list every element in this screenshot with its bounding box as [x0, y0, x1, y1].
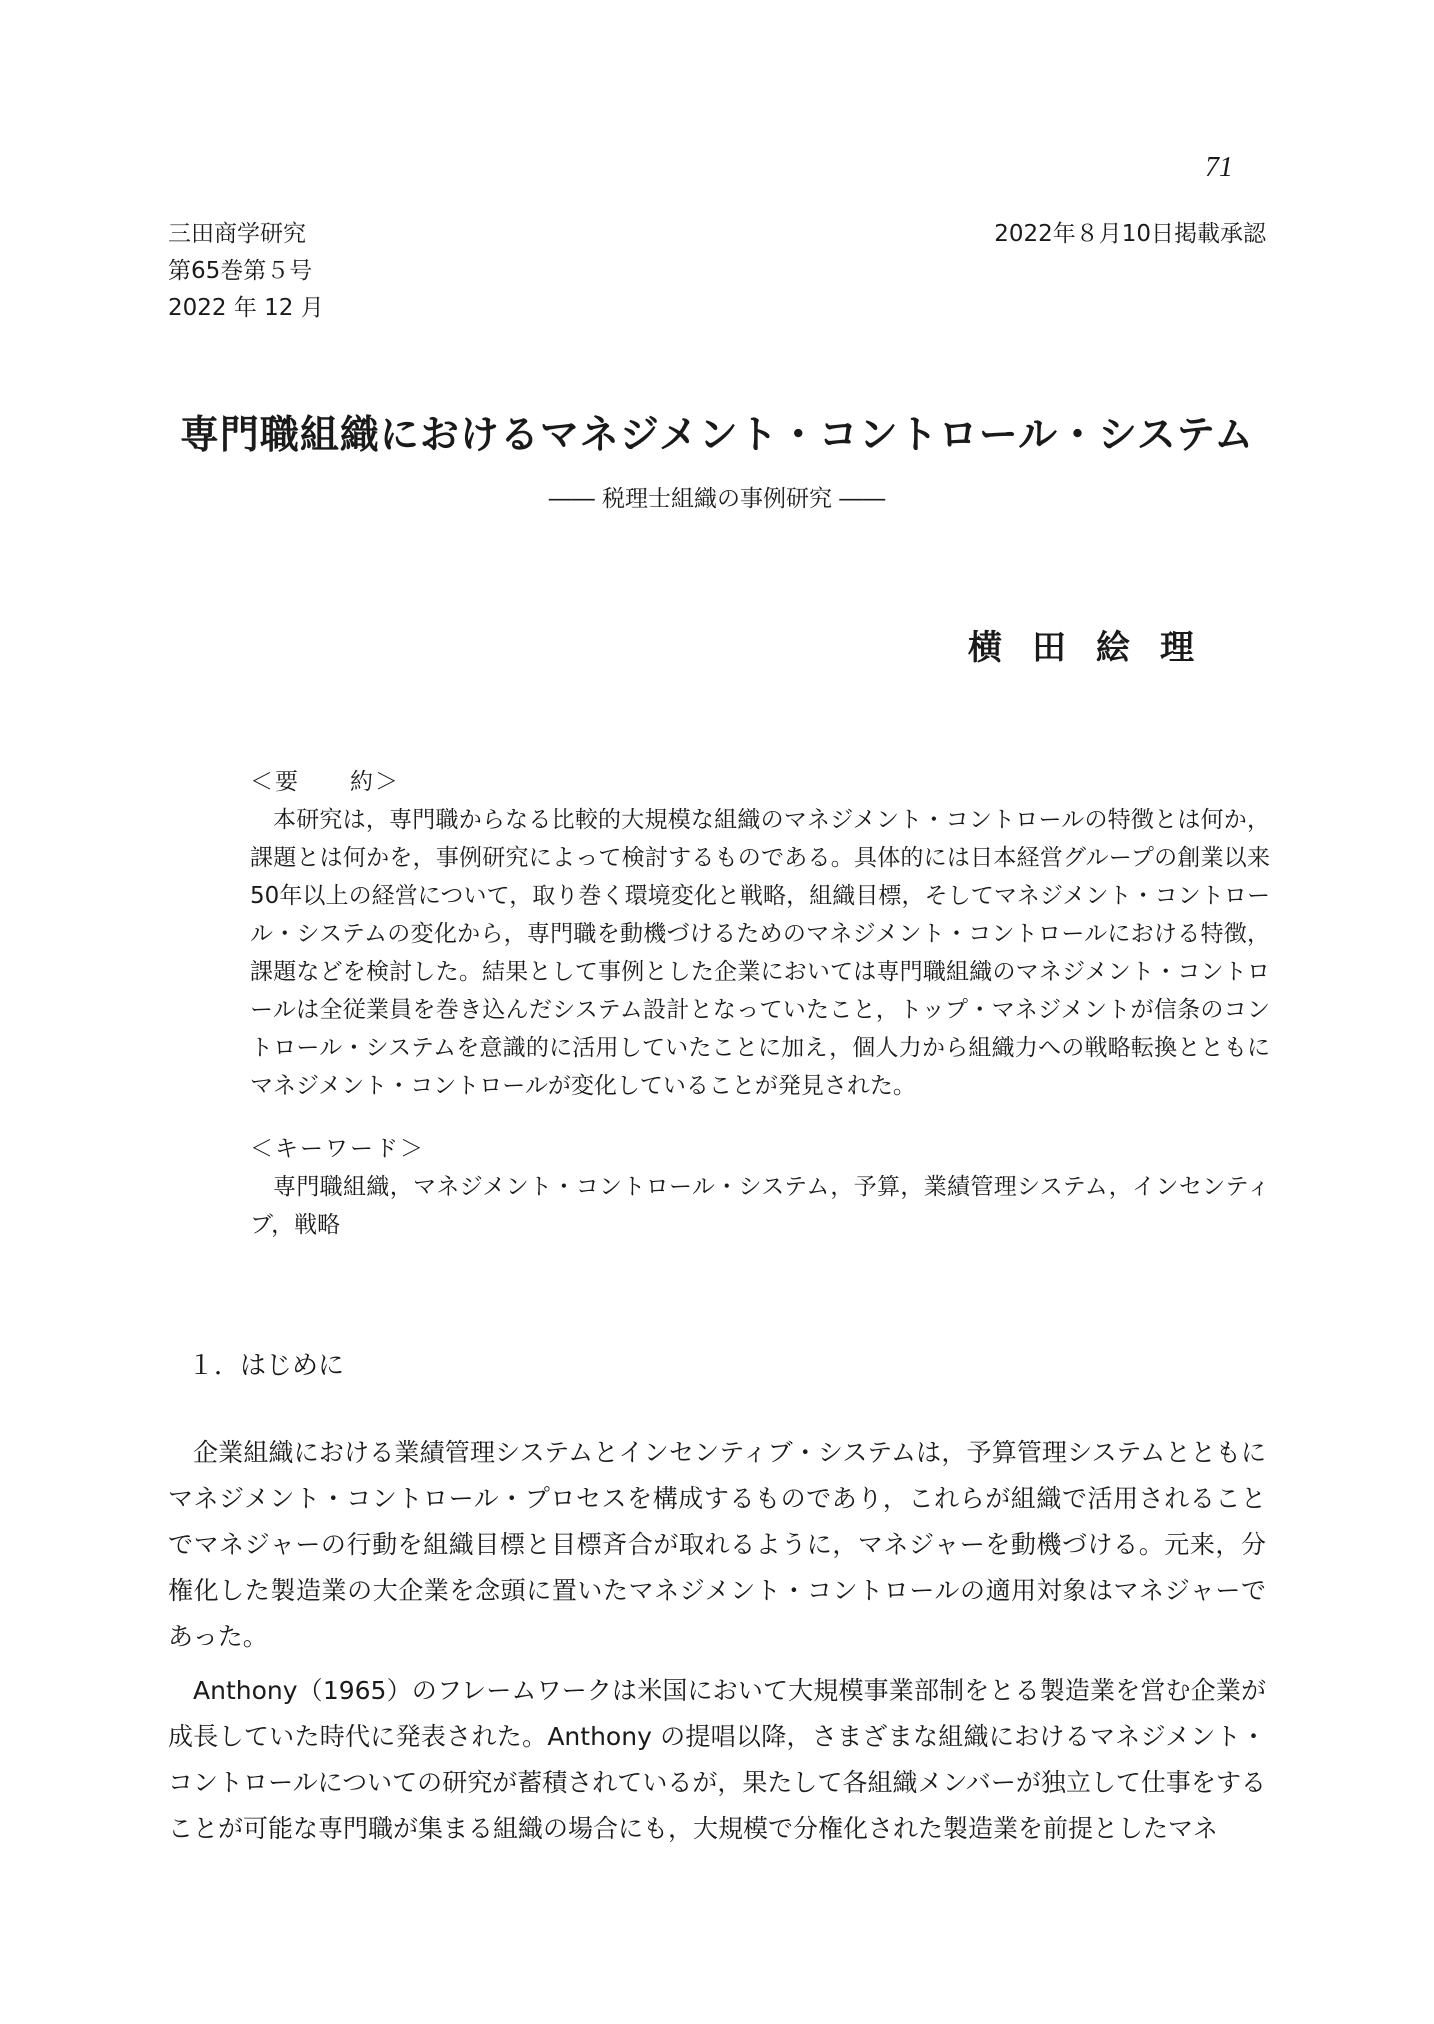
abstract-heading: ＜要 約＞ [250, 769, 400, 795]
keywords-heading: ＜キーワード＞ [250, 1136, 425, 1162]
page-number: 71 [1205, 152, 1233, 183]
author-name: 横田絵理 [968, 628, 1224, 668]
volume-issue: 第65巻第５号 [168, 258, 313, 284]
keywords-block [250, 1130, 1270, 1244]
section-heading: １．はじめに [188, 1351, 345, 1381]
approval-date: 2022年８月10日掲載承認 [994, 221, 1266, 247]
abstract-text: 本研究は，専門職からなる比較的大規模な組織のマネジメント・コントロールの特徴とは何か，課題とは何かを，事例研究によって検討するものである。具体的には日本経営グループの創業以来50年以上の経営について，取り巻く環境変化と戦略，組織目標，そしてマネジメント・コントロール・システムの変化から，専門職を動機づけるためのマネジメント・コントロールにおける特徴，課題などを検討した。結果として事例とした企業においては専門職組織のマネジメント・コントロールは全従業員を巻き込んだシステム設計となっていたこと，トップ・マネジメントが信条のコントロール・システムを意識的に活用していたことに加え，個人力から組織力への戦略転換とともにマネジメント・コントロールが変化していることが発見された。 [250, 807, 1270, 1099]
body-text [168, 1430, 1266, 1860]
article-subtitle: ―― 税理士組織の事例研究 ―― [548, 486, 886, 512]
keywords-text: 専門職組織，マネジメント・コントロール・システム，予算，業績管理システム，インセンティブ，戦略 [250, 1174, 1270, 1238]
publication-date: 2022 年 12 月 [168, 295, 324, 321]
abstract-block [250, 763, 1270, 1105]
body-paragraph: 企業組織における業績管理システムとインセンティブ・システムは，予算管理システムとともにマネジメント・コントロール・プロセスを構成するものであり，これらが組織で活用されることでマネジャーの行動を組織目標と目標斉合が取れるように，マネジャーを動機づける。元来，分権化した製造業の大企業を念頭に置いたマネジメント・コントロールの適用対象はマネジャーであった。 [168, 1438, 1266, 1651]
journal-info [168, 216, 324, 327]
article-title: 専門職組織におけるマネジメント・コントロール・システム [179, 412, 1255, 458]
journal-name: 三田商学研究 [168, 221, 306, 247]
body-paragraph: Anthony（1965）のフレームワークは米国において大規模事業部制をとる製造業を営む企業が成長していた時代に発表された。Anthony の提唱以降，さまざまな組織におけるマネジメント・コントロールについての研究が蓄積されているが，果たして各組織メンバーが独立して仕事をすることが可能な専門職が集まる組織の場合にも，大規模で分権化された製造業を前提としたマネ [168, 1676, 1266, 1843]
